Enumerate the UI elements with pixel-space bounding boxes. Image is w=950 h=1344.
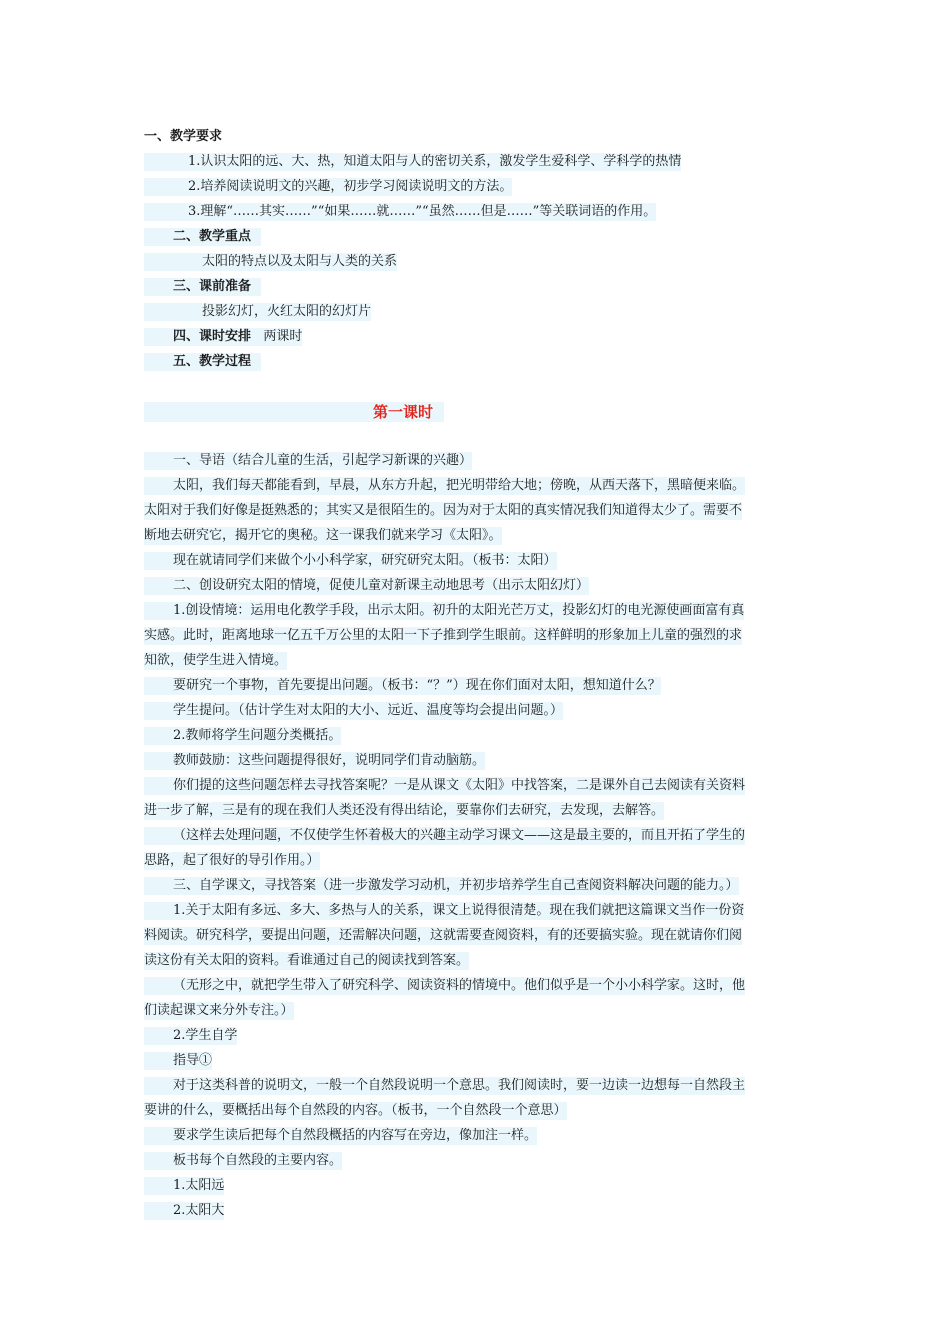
requirement-item-2: 2.培养阅读说明文的兴趣，初步学习阅读说明文的方法。	[144, 178, 512, 196]
section4-line	[144, 328, 302, 346]
body-line: 1.关于太阳有多远、多大、多热与人的关系，课文上说得很清楚。现在我们就把这篇课文当作一份资	[144, 902, 744, 920]
body-line: 太阳，我们每天都能看到，早晨，从东方升起，把光明带给大地；傍晚，从西天落下，黑暗便来临。	[144, 477, 745, 495]
lesson-title: 第一课时	[373, 403, 434, 421]
body-line: 你们提的这些问题怎样去寻找答案呢？一是从课文《太阳》中找答案，二是课外自己去阅读有关资料	[144, 777, 745, 795]
body-line: 教师鼓励：这些问题提得很好，说明同学们肯动脑筋。	[144, 752, 485, 770]
body-line: 要讲的什么，要概括出每个自然段的内容。（板书，一个自然段一个意思）	[144, 1103, 567, 1118]
section4-heading: 四、课时安排	[173, 329, 252, 344]
body-line: 1.太阳远	[144, 1177, 224, 1195]
body-line: 思路，起了很好的导引作用。）	[144, 853, 320, 868]
section2-text: 太阳的特点以及太阳与人类的关系	[144, 253, 397, 271]
section4-text: 两课时	[263, 329, 303, 344]
section2-heading: 二、教学重点	[144, 228, 261, 246]
body-line: 读这份有关太阳的资料。看谁通过自己的阅读找到答案。	[144, 953, 470, 968]
body-line: 实感。此时，距离地球一亿五千万公里的太阳一下子推到学生眼前。这样鲜明的形象加上儿童的强烈的求	[144, 628, 743, 643]
body-line: 们读起课文来分外专注。）	[144, 1003, 294, 1018]
body-line: （无形之中，就把学生带入了研究科学、阅读资料的情境中。他们似乎是一个小小科学家。这时，他	[144, 977, 745, 995]
section1-heading: 一、教学要求	[144, 129, 223, 144]
requirement-item-1: 1.认识太阳的远、大、热，知道太阳与人的密切关系，激发学生爱科学、学科学的热情	[144, 153, 681, 171]
body-line: 太阳对于我们好像是挺熟悉的；其实又是很陌生的。因为对于太阳的真实情况我们知道得太少了。需要不	[144, 503, 743, 518]
body-line: 指导①	[144, 1052, 212, 1070]
body-line: 2.教师将学生问题分类概括。	[144, 727, 341, 745]
body-line: （这样去处理问题，不仅使学生怀着极大的兴趣主动学习课文——这是最主要的，而且开拓了学生的	[144, 827, 745, 845]
body-line: 对于这类科普的说明文，一般一个自然段说明一个意思。我们阅读时，要一边读一边想每一自然段主	[144, 1077, 745, 1095]
body-line: 一、导语（结合儿童的生活，引起学习新课的兴趣）	[144, 452, 472, 470]
body-line: 板书每个自然段的主要内容。	[144, 1152, 342, 1170]
section3-text: 投影幻灯，火红太阳的幻灯片	[144, 303, 371, 321]
body-line: 知欲，使学生进入情境。	[144, 653, 288, 668]
body-line: 1.创设情境：运用电化教学手段，出示太阳。初升的太阳光芒万丈，投影幻灯的电光源使画面富有真	[144, 602, 744, 620]
body-line: 二、创设研究太阳的情境，促使儿童对新课主动地思考（出示太阳幻灯）	[144, 577, 589, 595]
body-line: 要研究一个事物，首先要提出问题。（板书：“？”）现在你们面对太阳，想知道什么？	[144, 677, 661, 695]
body-line: 料阅读。研究科学，要提出问题，还需解决问题，这就需要查阅资料，有的还要搞实验。现在就请你们阅	[144, 928, 743, 943]
body-line: 2.学生自学	[144, 1027, 237, 1045]
body-line: 现在就请同学们来做个小小科学家，研究研究太阳。（板书：太阳）	[144, 552, 557, 570]
body-line: 学生提问。（估计学生对太阳的大小、远近、温度等均会提出问题。）	[144, 702, 563, 720]
body-line: 三、自学课文，寻找答案（进一步激发学习动机，并初步培养学生自己查阅资料解决问题的能力。）	[144, 877, 739, 895]
requirement-item-3: 3.理解“……其实……”“如果……就……”“虽然……但是……”等关联词语的作用。	[144, 203, 656, 221]
body-line: 2.太阳大	[144, 1202, 224, 1220]
body-line: 进一步了解，三是有的现在我们人类还没有得出结论，要靠你们去研究，去发现，去解答。	[144, 803, 665, 818]
body-line: 要求学生读后把每个自然段概括的内容写在旁边，像加注一样。	[144, 1127, 537, 1145]
section3-heading: 三、课前准备	[144, 278, 261, 296]
body-line: 断地去研究它，揭开它的奥秘。这一课我们就来学习《太阳》。	[144, 528, 502, 543]
section5-heading: 五、教学过程	[144, 353, 261, 371]
